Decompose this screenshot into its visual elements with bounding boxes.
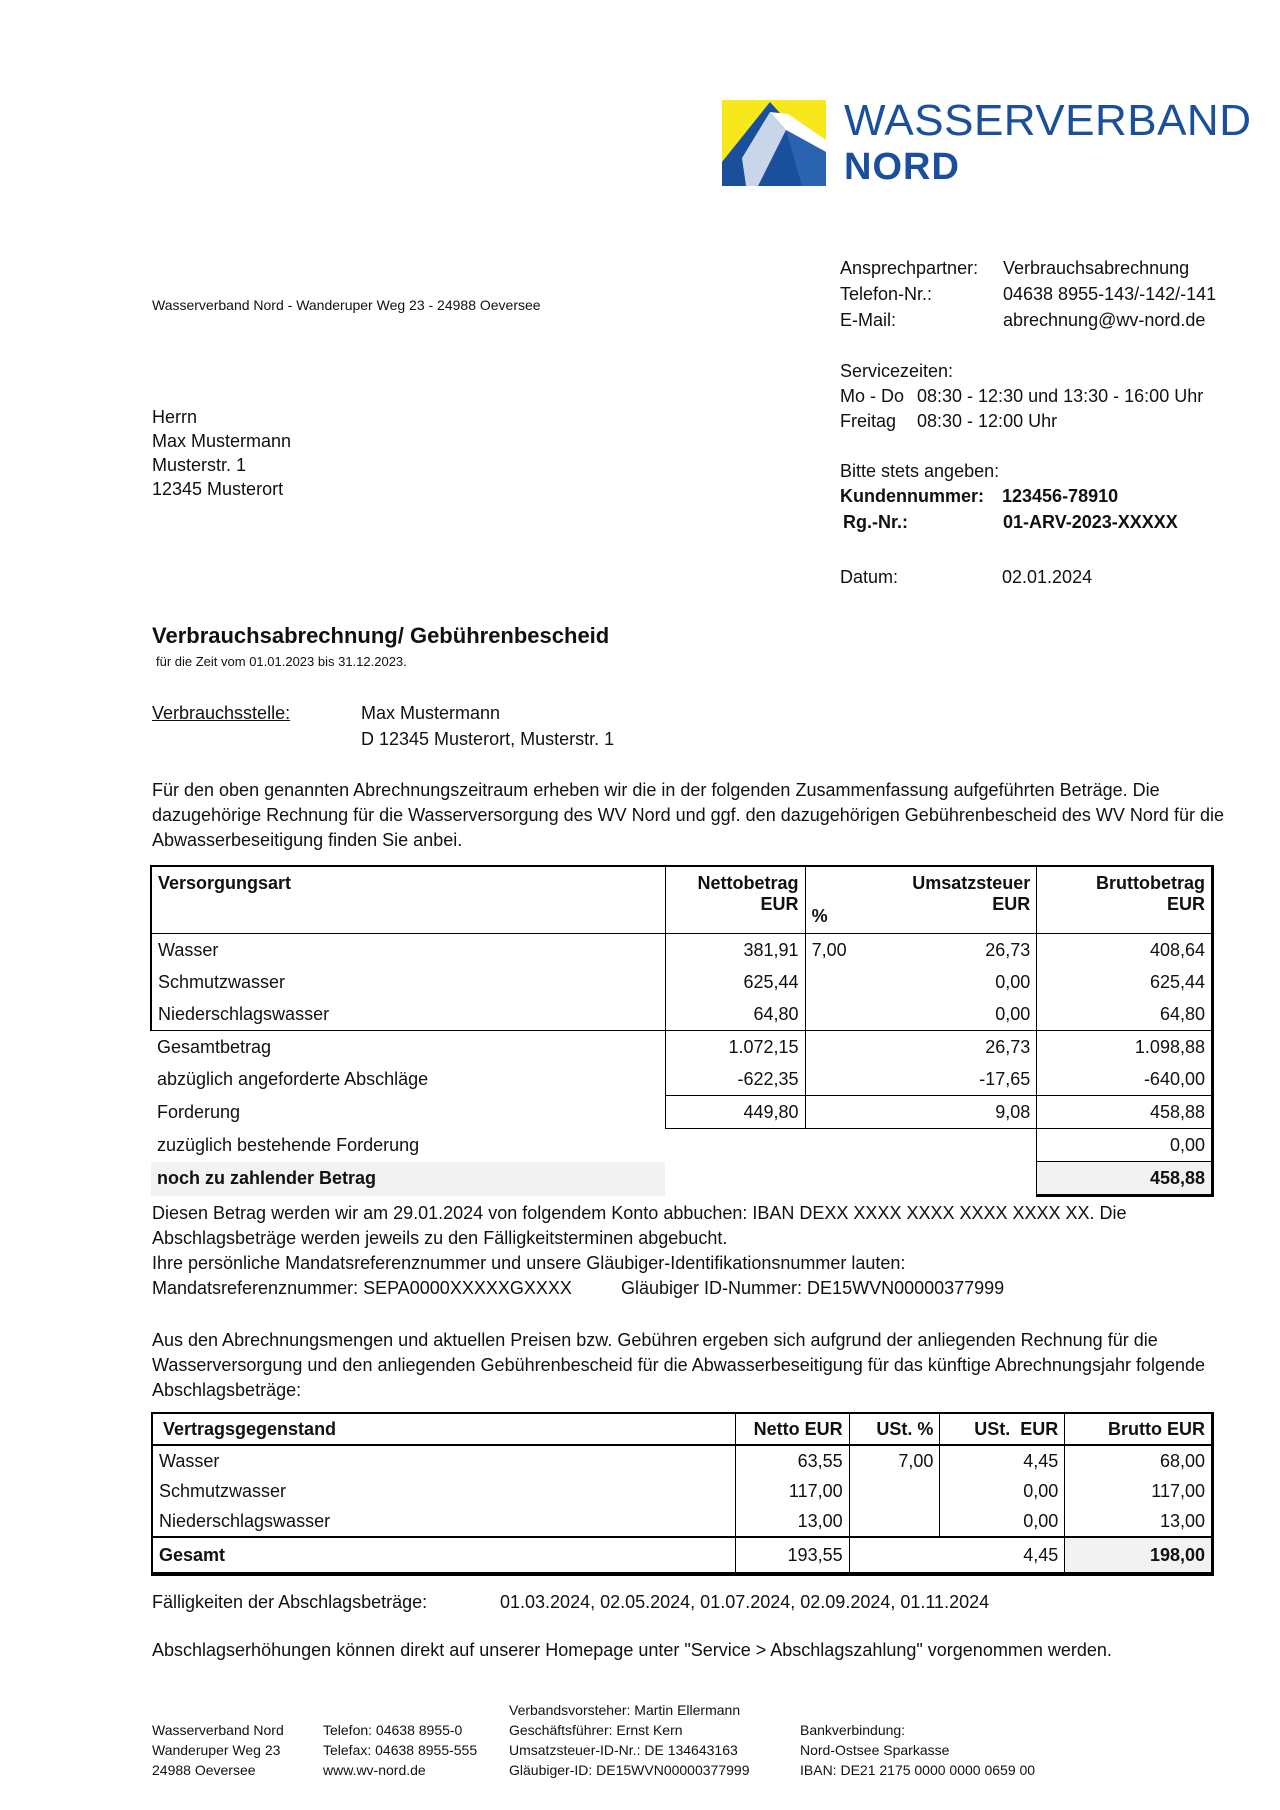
footer-text: Umsatzsteuer-ID-Nr.: DE 134643163 — [509, 1742, 738, 1758]
table-row — [152, 1476, 1213, 1506]
abzug-row — [151, 1063, 1213, 1096]
homepage-note: Abschlagserhöhungen können direkt auf unserer Homepage unter "Service > Abschlagszahlung" vorgenommen werden. — [152, 1640, 1112, 1660]
row-name: Niederschlagswasser — [151, 998, 665, 1031]
adv-row-name: Niederschlagswasser — [152, 1506, 735, 1537]
table-row — [151, 998, 1213, 1031]
footer-text: Geschäftsführer: Ernst Kern — [509, 1722, 683, 1738]
row-pct — [805, 966, 885, 998]
forderung-netto: 449,80 — [665, 1096, 805, 1129]
gesamt-row — [151, 1031, 1213, 1064]
adv-total-label: Gesamt — [152, 1537, 735, 1574]
footer-link[interactable]: www.wv-nord.de — [323, 1762, 426, 1778]
logo-icon — [722, 100, 826, 186]
gesamt-brutto: 1.098,88 — [1037, 1031, 1213, 1064]
table-row — [151, 934, 1213, 967]
empty-cell — [849, 1537, 940, 1574]
adv-row-name: Schmutzwasser — [152, 1476, 735, 1506]
abschlag-line: Aus den Abrechnungsmengen und aktuellen Preisen bzw. Gebühren ergeben sich aufgrund der anliegenden Rechnung für die — [152, 1330, 1158, 1350]
abschlag-table — [151, 1412, 1214, 1576]
sender-line: Wasserverband Nord - Wanderuper Weg 23 - 24988 Oeversee — [152, 297, 541, 313]
datum-value: 02.01.2024 — [1002, 567, 1093, 587]
faelligkeiten-value: 01.03.2024, 02.05.2024, 01.07.2024, 02.09.2024, 01.11.2024 — [500, 1592, 990, 1612]
abzug-brutto: -640,00 — [1037, 1063, 1213, 1096]
adv-row-brutto: 68,00 — [1065, 1445, 1213, 1476]
header-ust-pct: USt. % — [849, 1413, 940, 1445]
header-versorgungsart: Versorgungsart — [151, 866, 665, 934]
bitte-angeben: Bitte stets angeben: — [840, 461, 1000, 481]
adv-row-netto: 117,00 — [735, 1476, 849, 1506]
footer-text: Wanderuper Weg 23 — [152, 1742, 281, 1758]
adv-row-name: Wasser — [152, 1445, 735, 1476]
empty-cell — [885, 1129, 1037, 1162]
empty-cell — [665, 1129, 805, 1162]
forderung-brutto: 458,88 — [1037, 1096, 1213, 1129]
gesamt-ust: 26,73 — [885, 1031, 1037, 1064]
address-line: 12345 Musterort — [152, 479, 284, 499]
verbrauchsstelle-address: D 12345 Musterort, Musterstr. 1 — [361, 729, 615, 749]
header-netto-line1: Nettobetrag — [697, 873, 799, 893]
forderung-label: Forderung — [151, 1096, 665, 1129]
adv-row-ust: 0,00 — [940, 1476, 1065, 1506]
page-title: Verbrauchsabrechnung/ Gebührenbescheid — [152, 623, 610, 648]
header-brutto — [1037, 866, 1213, 934]
abschlag-line: Wasserversorgung und den anliegenden Gebührenbescheid für die Abwasserbeseitigung für das künftige Abrechnungsjahr folgende — [152, 1355, 1206, 1375]
header-netto-line2: EUR — [760, 894, 799, 914]
glaeubiger-id: Gläubiger ID-Nummer: DE15WVN00000377999 — [621, 1278, 1005, 1298]
header-gegenstand: Vertragsgegenstand — [152, 1413, 735, 1445]
service-fr-label: Freitag — [840, 411, 897, 431]
adv-row-brutto: 117,00 — [1065, 1476, 1213, 1506]
contact-value: Verbrauchsabrechnung — [1003, 258, 1190, 278]
kundennummer-label: Kundennummer: — [840, 486, 984, 506]
intro-line: Abwasserbeseitigung finden Sie anbei. — [152, 830, 463, 850]
row-pct: 7,00 — [811, 939, 847, 960]
adv-row-pct — [849, 1476, 940, 1506]
adv-row-netto: 63,55 — [735, 1445, 849, 1476]
adv-row-pct — [849, 1506, 940, 1537]
zahlen-label: noch zu zahlender Betrag — [151, 1162, 665, 1196]
faelligkeiten-label: Fälligkeiten der Abschlagsbeträge: — [152, 1592, 428, 1612]
adv-row-ust: 4,45 — [940, 1445, 1065, 1476]
address-line: Max Mustermann — [152, 431, 292, 451]
verbrauchsstelle-label: Verbrauchsstelle: — [152, 703, 291, 723]
header-ust-line1: Umsatzsteuer — [912, 873, 1031, 893]
empty-cell — [805, 1063, 885, 1096]
empty-cell — [805, 1096, 885, 1129]
abzug-netto: -622,35 — [665, 1063, 805, 1096]
header-ust — [885, 866, 1037, 934]
service-fr-value: 08:30 - 12:00 Uhr — [917, 411, 1058, 431]
empty-cell — [665, 1162, 805, 1196]
row-netto: 625,44 — [665, 966, 805, 998]
footer-text: Telefax: 04638 8955-555 — [323, 1742, 478, 1758]
verbrauchsstelle-name: Max Mustermann — [361, 703, 501, 723]
service-mo-value: 08:30 - 12:30 und 13:30 - 16:00 Uhr — [917, 386, 1204, 406]
header-brutto-eur: Brutto EUR — [1065, 1413, 1213, 1445]
forderung-row — [151, 1096, 1213, 1129]
summary-table — [150, 865, 1214, 1197]
row-pct — [805, 998, 885, 1031]
footer-text: Wasserverband Nord — [152, 1722, 284, 1738]
header-ust-line2: EUR — [992, 894, 1031, 914]
header-brutto-line2: EUR — [1166, 894, 1205, 914]
footer-text: Nord-Ostsee Sparkasse — [800, 1742, 950, 1758]
debit-line: Abschlagsbeträge werden jeweils zu den Fälligkeitsterminen abgebucht. — [152, 1228, 728, 1248]
abschlag-header-row — [152, 1413, 1213, 1445]
rg-nr-value: 01-ARV-2023-XXXXX — [1003, 512, 1178, 532]
abzug-label: abzüglich angeforderte Abschläge — [151, 1063, 665, 1096]
email-label: E-Mail: — [840, 310, 897, 330]
abzug-ust: -17,65 — [885, 1063, 1037, 1096]
phone-value: 04638 8955-143/-142/-141 — [1003, 284, 1217, 304]
gesamt-netto: 1.072,15 — [665, 1031, 805, 1064]
footer-text: 24988 Oeversee — [152, 1762, 256, 1778]
zuzueglich-label: zuzüglich bestehende Forderung — [157, 1134, 420, 1155]
intro-line: Für den oben genannten Abrechnungszeitraum erheben wir die in der folgenden Zusammenfassung aufgeführten Beträge. Die — [152, 780, 1160, 800]
row-ust: 0,00 — [885, 966, 1037, 998]
datum-label: Datum: — [840, 567, 899, 587]
header-netto — [665, 866, 805, 934]
adv-total-brutto: 198,00 — [1065, 1537, 1213, 1574]
table-row — [152, 1506, 1213, 1537]
address-line: Herrn — [152, 407, 198, 427]
footer-text: Telefon: 04638 8955-0 — [323, 1722, 463, 1738]
debit-line: Ihre persönliche Mandatsreferenznummer und unsere Gläubiger-Identifikationsnummer lauten: — [152, 1253, 906, 1273]
header-netto-eur: Netto EUR — [735, 1413, 849, 1445]
abschlag-line: Abschlagsbeträge: — [152, 1380, 302, 1400]
footer-text: Gläubiger-ID: DE15WVN00000377999 — [509, 1762, 750, 1778]
zuzueglich-row — [151, 1129, 1213, 1162]
row-name: Wasser — [151, 934, 665, 967]
address-line: Musterstr. 1 — [152, 455, 247, 475]
footer-text: Verbandsvorsteher: Martin Ellermann — [509, 1702, 741, 1718]
zahlen-brutto: 458,88 — [1037, 1162, 1213, 1196]
row-ust: 26,73 — [885, 934, 1037, 967]
contact-label: Ansprechpartner: — [840, 258, 979, 278]
empty-cell — [805, 1031, 885, 1064]
summary-header-row — [151, 866, 1213, 934]
mandat-ref: Mandatsreferenznummer: SEPA0000XXXXXGXXXX — [152, 1278, 572, 1298]
period-subtitle: für die Zeit vom 01.01.2023 bis 31.12.2023. — [156, 654, 407, 669]
adv-total-ust: 4,45 — [940, 1537, 1065, 1574]
table-row — [151, 966, 1213, 998]
debit-line: Diesen Betrag werden wir am 29.01.2024 von folgendem Konto abbuchen: IBAN DEXX XXXX XXXX XXXX XXXX XX. Die — [152, 1203, 1127, 1223]
row-netto: 64,80 — [665, 998, 805, 1031]
logo-line2: NORD — [844, 146, 960, 188]
adv-total-row — [152, 1537, 1213, 1574]
footer-text: IBAN: DE21 2175 0000 0000 0659 00 — [800, 1762, 1036, 1778]
forderung-ust: 9,08 — [885, 1096, 1037, 1129]
table-row — [152, 1445, 1213, 1476]
service-mo-label: Mo - Do — [840, 386, 905, 406]
logo-line1: WASSERVERBAND — [844, 96, 1252, 145]
header-brutto-line1: Bruttobetrag — [1096, 873, 1205, 893]
phone-label: Telefon-Nr.: — [840, 284, 933, 304]
adv-row-brutto: 13,00 — [1065, 1506, 1213, 1537]
service-title: Servicezeiten: — [840, 361, 954, 381]
row-ust: 0,00 — [885, 998, 1037, 1031]
empty-cell — [885, 1162, 1037, 1196]
zuzueglich-brutto: 0,00 — [1037, 1129, 1213, 1162]
adv-total-netto: 193,55 — [735, 1537, 849, 1574]
empty-cell — [805, 1129, 885, 1162]
kundennummer-value: 123456-78910 — [1002, 486, 1119, 506]
footer-text: Bankverbindung: — [800, 1722, 906, 1738]
header-pct: % — [805, 866, 885, 934]
empty-cell — [805, 1162, 885, 1196]
row-brutto: 64,80 — [1037, 998, 1213, 1031]
header-ust-eur: USt. EUR — [940, 1413, 1065, 1445]
rg-nr-label: Rg.-Nr.: — [843, 512, 908, 532]
intro-line: dazugehörige Rechnung für die Wasserversorgung des WV Nord und ggf. den dazugehörigen Gebührenbescheid des WV Nord für die — [152, 805, 1224, 825]
row-netto: 381,91 — [665, 934, 805, 967]
gesamt-label: Gesamtbetrag — [151, 1031, 665, 1064]
adv-row-ust: 0,00 — [940, 1506, 1065, 1537]
adv-row-pct: 7,00 — [849, 1445, 940, 1476]
email-value: abrechnung@wv-nord.de — [1003, 310, 1206, 330]
zahlen-row — [151, 1162, 1213, 1196]
row-name: Schmutzwasser — [151, 966, 665, 998]
row-brutto: 408,64 — [1037, 934, 1213, 967]
row-brutto: 625,44 — [1037, 966, 1213, 998]
adv-row-netto: 13,00 — [735, 1506, 849, 1537]
